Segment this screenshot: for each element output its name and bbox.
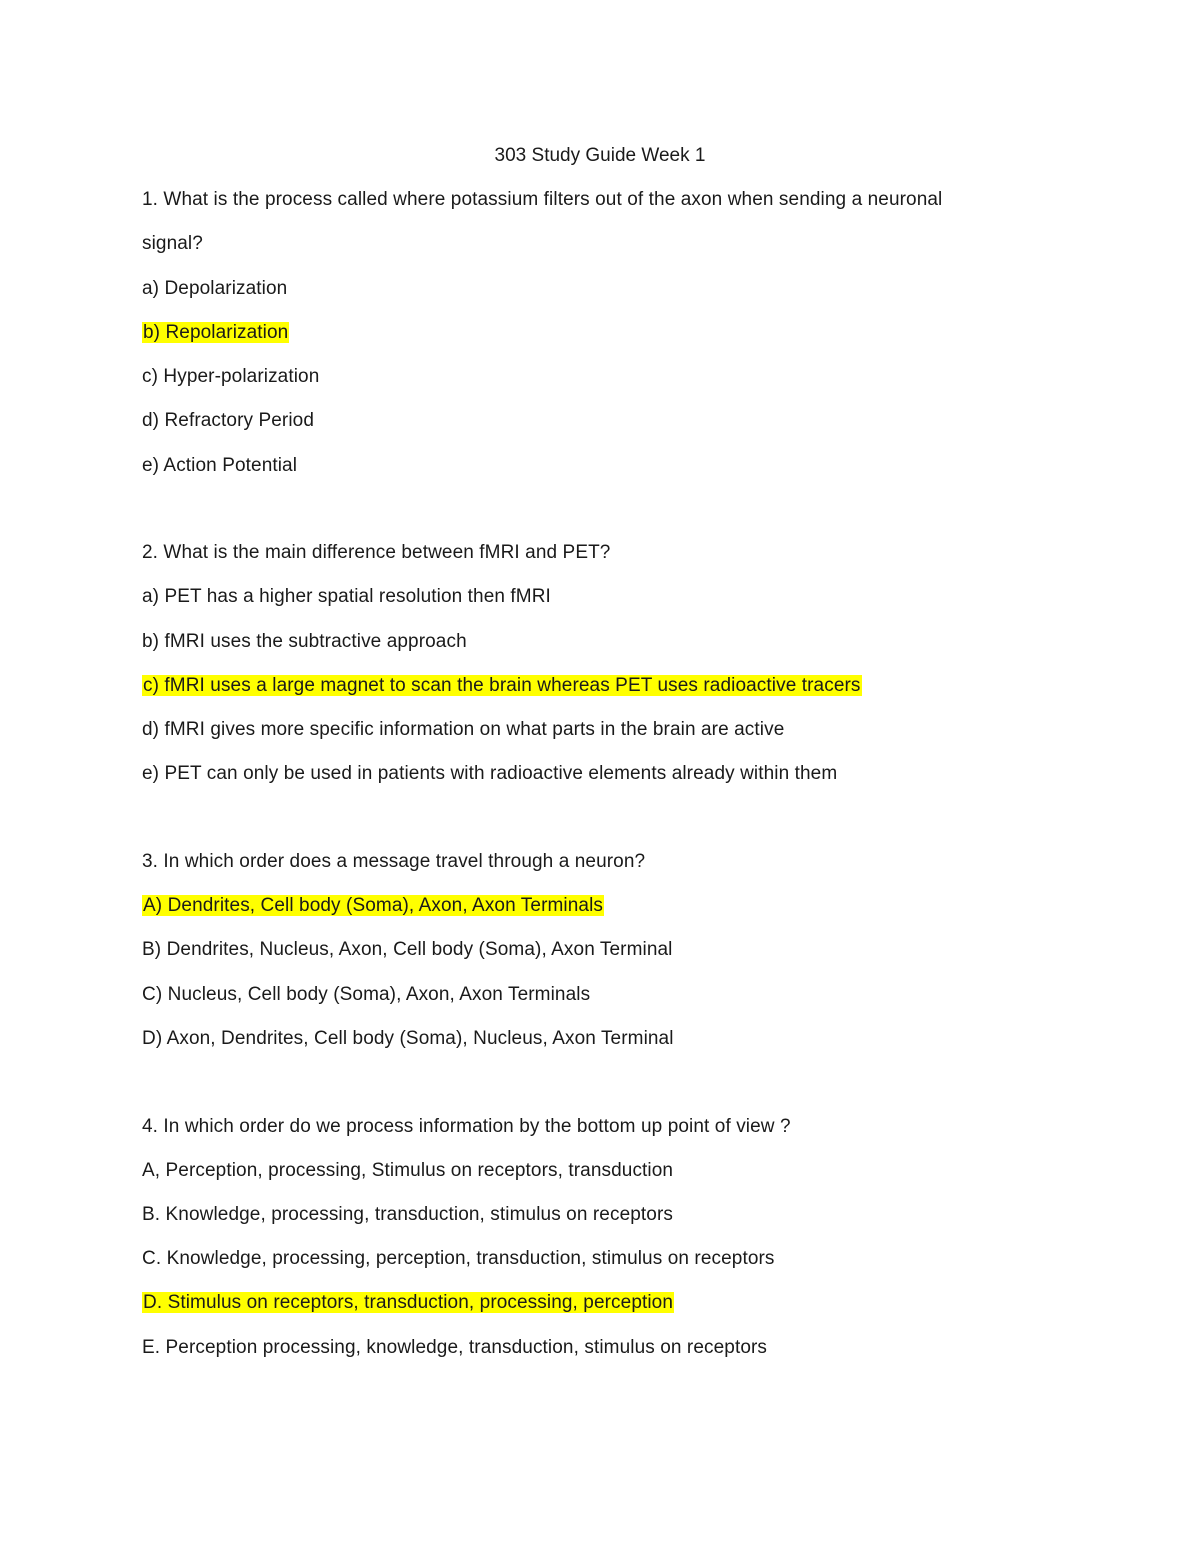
question-4-option-d-answer — [142, 1291, 674, 1315]
question-4-text: 4. In which order do we process information by the bottom up point of view ? — [142, 1116, 791, 1137]
highlighted-answer: c) fMRI uses a large magnet to scan the brain whereas PET uses radioactive tracers — [143, 675, 861, 696]
question-1-text: 1. What is the process called where potassium filters out of the axon when sending a neuronal — [142, 189, 943, 210]
question-1-option-b-answer — [142, 321, 289, 345]
question-1-option-e — [142, 454, 297, 478]
option-text: E. Perception processing, knowledge, transduction, stimulus on receptors — [142, 1337, 768, 1358]
option-text: e) PET can only be used in patients with radioactive elements already within them — [142, 763, 838, 784]
document-title: 303 Study Guide Week 1 — [494, 145, 706, 166]
question-2-option-c-answer — [142, 674, 862, 698]
question-3-option-b — [142, 938, 673, 962]
option-text: C) Nucleus, Cell body (Soma), Axon, Axon Terminals — [142, 984, 591, 1005]
question-4-option-c — [142, 1247, 775, 1271]
question-1-option-d — [142, 409, 314, 433]
option-text: a) PET has a higher spatial resolution then fMRI — [142, 586, 551, 607]
question-4-option-b — [142, 1203, 673, 1227]
question-2-text: 2. What is the main difference between fMRI and PET? — [142, 542, 611, 563]
question-1-option-c — [142, 365, 319, 389]
question-1-option-a — [142, 277, 287, 301]
question-3-text: 3. In which order does a message travel through a neuron? — [142, 851, 646, 872]
option-text: B. Knowledge, processing, transduction, stimulus on receptors — [142, 1204, 673, 1225]
option-text: D) Axon, Dendrites, Cell body (Soma), Nucleus, Axon Terminal — [142, 1028, 674, 1049]
question-2-option-d — [142, 718, 784, 742]
option-text: a) Depolarization — [142, 278, 288, 299]
option-text: C. Knowledge, processing, perception, transduction, stimulus on receptors — [142, 1248, 775, 1269]
question-2-option-b — [142, 630, 467, 654]
question-3-option-c — [142, 983, 590, 1007]
highlighted-answer: D. Stimulus on receptors, transduction, processing, perception — [143, 1292, 674, 1313]
question-2-option-e — [142, 762, 837, 786]
question-4-option-e — [142, 1336, 767, 1360]
option-text: e) Action Potential — [142, 455, 298, 476]
option-text: A, Perception, processing, Stimulus on receptors, transduction — [142, 1160, 674, 1181]
option-text: b) fMRI uses the subtractive approach — [142, 631, 467, 652]
question-4-option-a — [142, 1159, 673, 1183]
option-text: c) Hyper-polarization — [142, 366, 320, 387]
highlighted-answer: b) Repolarization — [143, 322, 289, 343]
highlighted-answer: A) Dendrites, Cell body (Soma), Axon, Axon Terminals — [143, 895, 603, 916]
question-3-option-a-answer — [142, 894, 604, 918]
question-1-text-continued: signal? — [142, 233, 203, 254]
option-text: B) Dendrites, Nucleus, Axon, Cell body (Soma), Axon Terminal — [142, 939, 673, 960]
question-3-option-d — [142, 1027, 674, 1051]
question-2-option-a — [142, 585, 551, 609]
option-text: d) fMRI gives more specific information on what parts in the brain are active — [142, 719, 785, 740]
option-text: d) Refractory Period — [142, 410, 315, 431]
